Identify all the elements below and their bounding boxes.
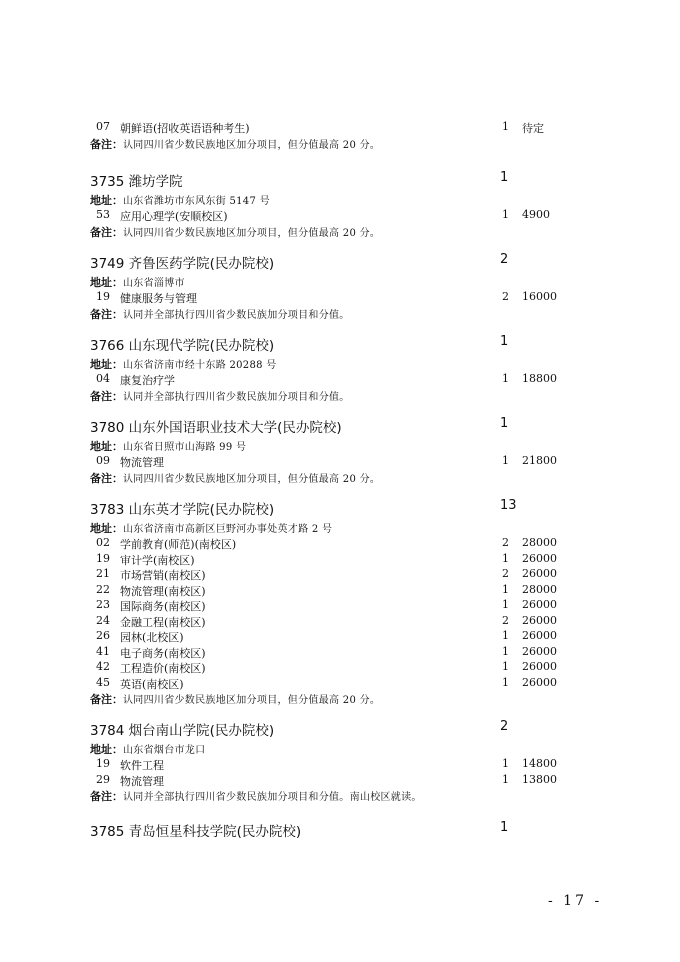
major-score: 26000 xyxy=(522,644,557,658)
major-row xyxy=(90,567,590,583)
note-row xyxy=(90,470,590,486)
school-header xyxy=(90,334,590,356)
school-header xyxy=(90,252,590,274)
school-section-3783 xyxy=(90,498,590,707)
note-label: 备注： xyxy=(90,137,123,151)
major-code: 04 xyxy=(96,372,110,385)
address-label: 地址： xyxy=(90,743,123,756)
major-code: 19 xyxy=(96,757,110,770)
school-section-3780 xyxy=(90,416,590,486)
note-row xyxy=(90,388,590,404)
address-label: 地址： xyxy=(90,194,123,207)
major-score: 待定 xyxy=(522,122,544,135)
major-plan-count: 1 xyxy=(502,208,509,221)
major-plan-count: 1 xyxy=(502,372,509,385)
major-name: 学前教育(师范)(南校区) xyxy=(120,538,237,551)
major-plan-count: 1 xyxy=(502,757,509,770)
page-number: - 17 - xyxy=(548,893,603,909)
major-name: 康复治疗学 xyxy=(120,374,175,387)
address-row xyxy=(90,741,590,757)
major-score: 26000 xyxy=(522,613,557,627)
major-code: 24 xyxy=(96,613,110,627)
address-label: 地址： xyxy=(90,522,123,535)
major-row xyxy=(90,773,590,789)
major-name: 物流管理(南校区) xyxy=(120,584,206,598)
major-name: 英语(南校区) xyxy=(120,677,184,691)
major-score: 26000 xyxy=(522,675,557,689)
note-label: 备注： xyxy=(90,307,123,321)
major-name: 市场营销(南校区) xyxy=(120,569,206,582)
school-header xyxy=(90,170,590,192)
school-section-3785 xyxy=(90,820,590,842)
major-row xyxy=(90,676,590,692)
major-row xyxy=(90,583,590,599)
major-name: 物流管理 xyxy=(120,456,164,469)
major-row xyxy=(90,645,590,661)
major-row xyxy=(90,614,590,630)
major-name: 审计学(南校区) xyxy=(120,553,195,567)
address-label: 地址： xyxy=(90,440,123,453)
major-score: 16000 xyxy=(522,290,557,303)
school-name: 3784 烟台南山学院(民办院校) xyxy=(90,723,275,739)
address-label: 地址： xyxy=(90,358,123,371)
major-name: 应用心理学(安顺校区) xyxy=(120,210,228,223)
school-header xyxy=(90,820,590,842)
note-row xyxy=(90,306,590,322)
note-text: 认同四川省少数民族地区加分项目，但分值最高 20 分。 xyxy=(123,695,381,706)
school-count: 2 xyxy=(500,719,509,734)
note-text: 认同四川省少数民族地区加分项目，但分值最高 20 分。 xyxy=(123,473,381,485)
major-row xyxy=(90,372,590,388)
major-score: 26000 xyxy=(522,567,557,580)
note-row xyxy=(90,788,590,804)
major-score: 26000 xyxy=(522,551,557,565)
major-name: 朝鲜语(招收英语语种考生) xyxy=(120,122,250,135)
address-text: 山东省烟台市龙口 xyxy=(123,745,206,756)
major-row xyxy=(90,208,590,224)
school-count: 13 xyxy=(500,498,517,513)
major-code: 23 xyxy=(96,598,110,611)
school-header xyxy=(90,719,590,741)
note-text: 认同四川省少数民族地区加分项目，但分值最高 20 分。 xyxy=(123,139,381,151)
note-row xyxy=(90,136,590,152)
major-row xyxy=(90,552,590,568)
note-text: 认同并全部执行四川省少数民族加分项目和分值。 xyxy=(123,309,350,321)
major-score: 4900 xyxy=(522,208,550,221)
school-name: 3749 齐鲁医药学院(民办院校) xyxy=(90,256,275,272)
major-code: 22 xyxy=(96,582,110,596)
note-row xyxy=(90,691,590,707)
major-name: 金融工程(南校区) xyxy=(120,615,206,629)
school-count: 1 xyxy=(500,334,509,349)
major-code: 19 xyxy=(96,551,110,565)
major-code: 53 xyxy=(96,208,110,221)
school-count: 2 xyxy=(500,252,509,267)
school-section-3784 xyxy=(90,719,590,804)
note-text: 认同四川省少数民族地区加分项目，但分值最高 20 分。 xyxy=(123,227,381,239)
address-text: 山东省济南市高新区巨野河办事处英才路 2 号 xyxy=(123,524,333,535)
major-row xyxy=(90,660,590,676)
note-text: 认同并全部执行四川省少数民族加分项目和分值。南山校区就读。 xyxy=(123,792,422,803)
major-score: 18800 xyxy=(522,372,557,385)
major-score: 21800 xyxy=(522,454,557,467)
note-label: 备注： xyxy=(90,471,123,485)
major-code: 26 xyxy=(96,629,110,642)
school-name: 3780 山东外国语职业技术大学(民办院校) xyxy=(90,420,342,436)
major-row xyxy=(90,120,590,136)
school-name: 3785 青岛恒星科技学院(民办院校) xyxy=(90,824,302,840)
major-score: 28000 xyxy=(522,536,557,549)
major-row xyxy=(90,629,590,645)
address-row xyxy=(90,192,590,208)
major-name: 园林(北校区) xyxy=(120,631,184,644)
major-code: 09 xyxy=(96,454,110,467)
major-score: 26000 xyxy=(522,598,557,611)
major-row xyxy=(90,290,590,306)
major-plan-count: 1 xyxy=(502,551,509,565)
major-score: 13800 xyxy=(522,772,557,786)
major-code: 07 xyxy=(96,120,110,133)
note-label: 备注： xyxy=(90,693,123,706)
school-section-3766 xyxy=(90,334,590,404)
school-count: 1 xyxy=(500,820,509,835)
major-row xyxy=(90,536,590,552)
major-plan-count: 1 xyxy=(502,120,509,133)
address-row xyxy=(90,274,590,290)
note-text: 认同并全部执行四川省少数民族加分项目和分值。 xyxy=(123,391,350,403)
school-count: 1 xyxy=(500,416,509,431)
major-name: 健康服务与管理 xyxy=(120,292,197,305)
school-count: 1 xyxy=(500,170,509,185)
address-row xyxy=(90,356,590,372)
major-code: 19 xyxy=(96,290,110,303)
major-name: 工程造价(南校区) xyxy=(120,662,206,675)
note-label: 备注： xyxy=(90,225,123,239)
school-name: 3766 山东现代学院(民办院校) xyxy=(90,338,275,354)
major-row xyxy=(90,598,590,614)
note-label: 备注： xyxy=(90,389,123,403)
school-header xyxy=(90,416,590,438)
note-label: 备注： xyxy=(90,790,123,803)
major-code: 45 xyxy=(96,675,110,689)
address-text: 山东省潍坊市东风东街 5147 号 xyxy=(123,196,270,207)
major-code: 29 xyxy=(96,772,110,786)
major-score: 26000 xyxy=(522,629,557,642)
major-code: 41 xyxy=(96,644,110,658)
school-section-continued xyxy=(90,120,590,152)
major-score: 14800 xyxy=(522,757,557,770)
school-section-3735 xyxy=(90,170,590,240)
note-row xyxy=(90,224,590,240)
major-row xyxy=(90,757,590,773)
major-plan-count: 1 xyxy=(502,660,509,673)
major-name: 电子商务(南校区) xyxy=(120,646,206,660)
major-plan-count: 2 xyxy=(502,290,509,303)
major-plan-count: 1 xyxy=(502,582,509,596)
major-plan-count: 1 xyxy=(502,772,509,786)
major-plan-count: 2 xyxy=(502,536,509,549)
major-plan-count: 1 xyxy=(502,675,509,689)
school-name: 3735 潍坊学院 xyxy=(90,174,183,190)
major-row xyxy=(90,454,590,470)
major-code: 21 xyxy=(96,567,110,580)
address-text: 山东省济南市经十东路 20288 号 xyxy=(123,360,277,371)
major-plan-count: 1 xyxy=(502,644,509,658)
major-score: 28000 xyxy=(522,582,557,596)
major-name: 物流管理 xyxy=(120,774,164,788)
major-code: 02 xyxy=(96,536,110,549)
address-label: 地址： xyxy=(90,276,123,289)
major-plan-count: 1 xyxy=(502,598,509,611)
major-name: 国际商务(南校区) xyxy=(120,600,206,613)
major-plan-count: 2 xyxy=(502,613,509,627)
major-plan-count: 1 xyxy=(502,454,509,467)
school-section-3749 xyxy=(90,252,590,322)
address-row xyxy=(90,520,590,536)
major-name: 软件工程 xyxy=(120,759,164,772)
major-code: 42 xyxy=(96,660,110,673)
school-name: 3783 山东英才学院(民办院校) xyxy=(90,502,275,518)
address-text: 山东省日照市山海路 99 号 xyxy=(123,442,247,453)
address-row xyxy=(90,438,590,454)
major-plan-count: 1 xyxy=(502,629,509,642)
address-text: 山东省淄博市 xyxy=(123,278,185,289)
major-plan-count: 2 xyxy=(502,567,509,580)
major-score: 26000 xyxy=(522,660,557,673)
school-header xyxy=(90,498,590,520)
